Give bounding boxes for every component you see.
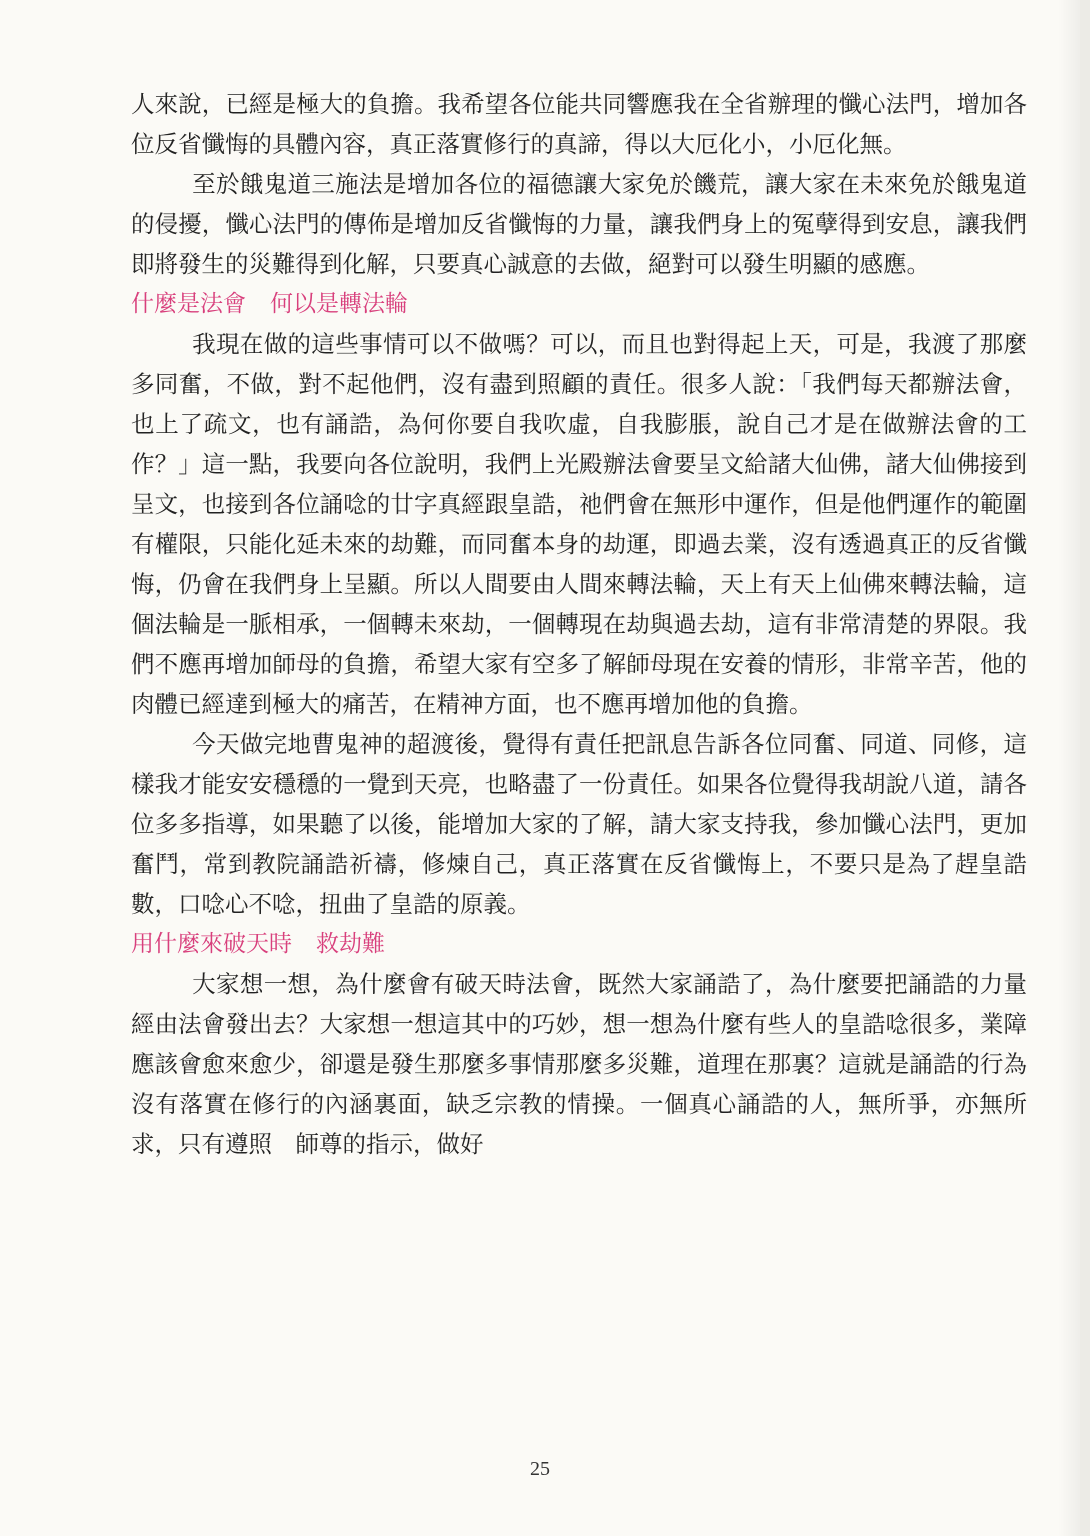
body-text [131,84,1027,1164]
paragraph: 人來說，已經是極大的負擔。我希望各位能共同響應我在全省辦理的懺心法門，增加各位反省懺悔的具體內容，真正落實修行的真諦，得以大厄化小，小厄化無。 [131,90,1027,158]
heading-part: 何以是轉法輪 [270,291,408,317]
paragraph: 今天做完地曹鬼神的超渡後，覺得有責任把訊息告訴各位同奮、同道、同修，這樣我才能安安穩穩的一覺到天亮，也略盡了一份責任。如果各位覺得我胡說八道，請各位多多指導，如果聽了以後，能增加大家的了解，請大家支持我，參加懺心法門，更加奮鬥，常到教院誦誥祈禱，修煉自己，真正落實在反省懺悔上，不要只是為了趕皇誥數，口唸心不唸，扭曲了皇誥的原義。 [131,730,1027,918]
heading-part: 用什麼來破天時 [131,931,292,957]
heading-part: 什麼是法會 [131,291,246,317]
section-heading [131,924,1027,964]
page-number: 25 [530,1458,550,1480]
paragraph: 大家想一想，為什麼會有破天時法會，既然大家誦誥了，為什麼要把誦誥的力量經由法會發出去？大家想一想這其中的巧妙，想一想為什麼有些人的皇誥唸很多，業障應該會愈來愈少，卻還是發生那麼多事情那麼多災難，道理在那裏？這就是誦誥的行為沒有落實在修行的內涵裏面，缺乏宗教的情操。一個真心誦誥的人，無所爭，亦無所求，只有遵照 師尊的指示，做好 [131,970,1027,1158]
paragraph: 至於餓鬼道三施法是增加各位的福德讓大家免於饑荒，讓大家在未來免於餓鬼道的侵擾，懺心法門的傳佈是增加反省懺悔的力量，讓我們身上的冤孽得到安息，讓我們即將發生的災難得到化解，只要真心誠意的去做，絕對可以發生明顯的感應。 [131,170,1027,278]
paragraph: 我現在做的這些事情可以不做嗎？可以，而且也對得起上天，可是，我渡了那麼多同奮，不做，對不起他們，沒有盡到照顧的責任。很多人說：「我們每天都辦法會，也上了疏文，也有誦誥，為何你要自我吹虛，自我膨脹，說自己才是在做辦法會的工作？」這一點，我要向各位說明，我們上光殿辦法會要呈文給諸大仙佛，諸大仙佛接到呈文，也接到各位誦唸的廿字真經跟皇誥，祂們會在無形中運作，但是他們運作的範圍有權限，只能化延未來的劫難，而同奮本身的劫運，即過去業，沒有透過真正的反省懺悔，仍會在我們身上呈顯。所以人間要由人間來轉法輪，天上有天上仙佛來轉法輪，這個法輪是一脈相承，一個轉未來劫，一個轉現在劫與過去劫，這有非常清楚的界限。我們不應再增加師母的負擔，希望大家有空多了解師母現在安養的情形，非常辛苦，他的肉體已經達到極大的痛苦，在精神方面，也不應再增加他的負擔。 [131,330,1027,718]
heading-part: 救劫難 [316,931,385,957]
page-edge-shadow [1058,0,1080,1536]
section-heading [131,284,1027,324]
